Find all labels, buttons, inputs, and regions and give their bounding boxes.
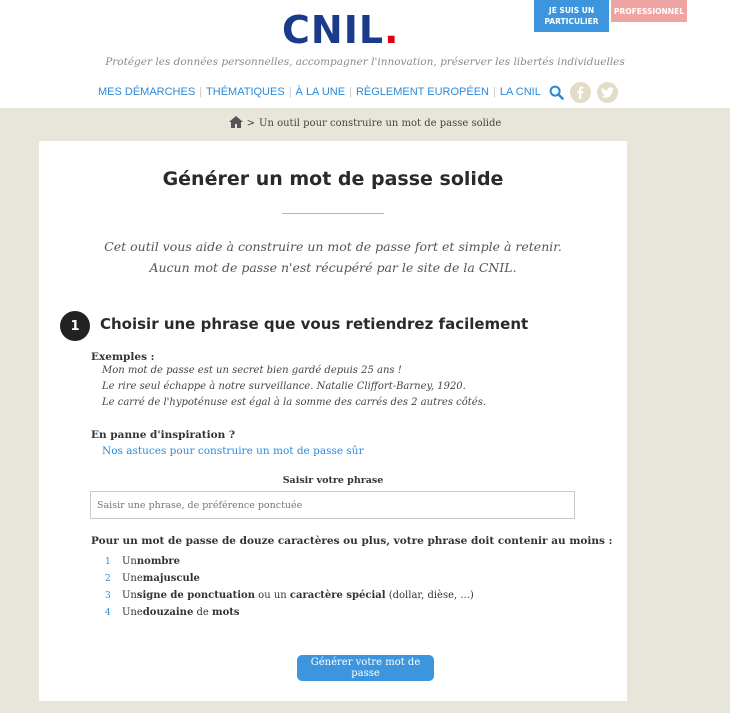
particulier-line1: JE SUIS UN [548,6,595,15]
logo-dot: . [384,8,400,52]
intro-line-1: Cet outil vous aide à construire un mot de passe fort et simple à retenir. [104,239,562,254]
list-item-text: Une [122,607,143,618]
main-nav [98,85,618,99]
tips-link[interactable]: Nos astuces pour construire un mot de passe sûr [102,445,364,457]
tagline: Protéger les données personnelles, accompagner l'innovation, préserver les libertés individuelles [105,56,625,68]
list-item [105,570,474,587]
nav-item-a-la-une[interactable]: À LA UNE [295,86,346,98]
professionnel-label: PROFESSIONNEL [614,6,684,16]
nav-separator: | [349,86,352,98]
nav-item-thematiques[interactable]: THÉMATIQUES [206,86,285,98]
examples-label: Exemples : [91,351,155,363]
list-item-bold: nombre [136,556,181,567]
generate-password-button[interactable]: Générer votre mot de passe [297,655,434,681]
intro-text [39,236,627,278]
list-item-text: ou un [255,590,290,601]
cnil-logo[interactable] [282,8,399,52]
particulier-line2: PARTICULIER [544,17,599,26]
professionnel-button[interactable] [611,0,687,22]
particulier-button[interactable] [534,0,609,32]
step-title: Choisir une phrase que vous retiendrez facilement [100,315,529,333]
examples-list [102,363,486,411]
list-item-number: 4 [105,607,111,618]
title-divider [282,213,384,214]
search-icon[interactable] [549,85,564,100]
requirements-label: Pour un mot de passe de douze caractères ou plus, votre phrase doit contenir au moins : [91,535,613,547]
page-title: Générer un mot de passe solide [162,168,504,190]
example-item: Le rire seul échappe à notre surveillance. Natalie Cliffort-Barney, 1920. [102,381,466,392]
phrase-field-label: Saisir votre phrase [282,475,384,486]
list-item-bold: douzaine [142,607,194,618]
list-item-text: Une [122,573,143,584]
list-item [105,604,474,621]
list-item-number: 3 [105,590,111,601]
list-item-bold: majuscule [142,573,200,584]
nav-item-mes-demarches[interactable]: MES DÉMARCHES [98,86,196,98]
twitter-icon[interactable] [597,82,618,103]
breadcrumb-separator: > [246,118,256,129]
list-item-text: Un [122,556,137,567]
intro-line-2: Aucun mot de passe n'est récupéré par le site de la CNIL. [149,260,517,275]
list-item-text: de [193,607,213,618]
nav-separator: | [493,86,496,98]
list-item-text: (dollar, dièse, ...) [385,590,474,601]
list-item-number: 1 [105,556,111,567]
nav-separator: | [199,86,203,98]
phrase-input[interactable] [90,491,575,519]
nav-item-reglement-europeen[interactable]: RÈGLEMENT EUROPÉEN [355,86,489,98]
breadcrumb-current: Un outil pour construire un mot de passe solide [259,118,502,129]
list-item [105,553,474,570]
password-tool-card [39,141,627,701]
list-item-bold: caractère spécial [289,590,386,601]
facebook-icon[interactable] [570,82,591,103]
list-item [105,587,474,604]
list-item-number: 2 [105,573,111,584]
inspiration-label: En panne d'inspiration ? [91,429,236,441]
site-header [0,0,730,108]
home-icon[interactable] [229,116,243,131]
breadcrumb [0,116,730,131]
nav-item-la-cnil[interactable]: LA CNIL [499,86,541,98]
nav-separator: | [288,86,292,98]
requirements-list [105,553,474,621]
list-item-bold: signe de ponctuation [136,590,255,601]
example-item: Mon mot de passe est un secret bien gardé depuis 25 ans ! [102,365,402,376]
logo-text: CNIL [282,8,385,52]
step-number-badge: 1 [60,311,90,341]
list-item-bold: mots [212,607,240,618]
list-item-text: Un [122,590,137,601]
example-item: Le carré de l'hypoténuse est égal à la somme des carrés des 2 autres côtés. [102,397,487,408]
